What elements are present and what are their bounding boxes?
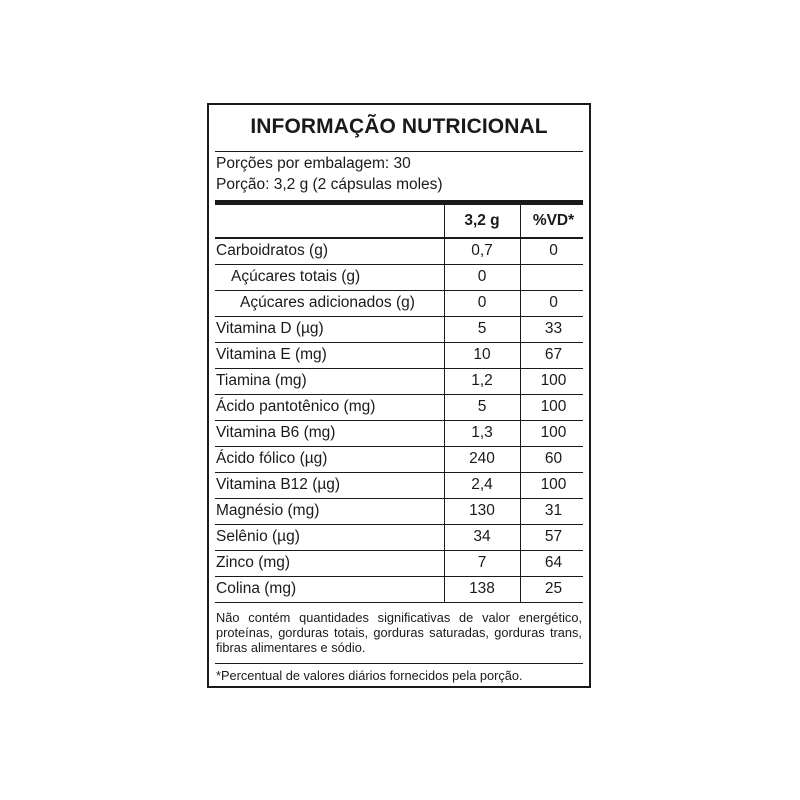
nutrient-daily-value: 25 (544, 580, 563, 597)
table-row (215, 525, 583, 551)
nutrient-daily-value: 100 (540, 424, 567, 441)
table-row (215, 369, 583, 395)
nutrient-name: Açúcares totais (g) (231, 268, 361, 285)
nutrient-amount: 7 (477, 554, 487, 571)
nutrient-name: Selênio (µg) (216, 528, 300, 545)
nutrition-label (207, 103, 591, 688)
nutrient-daily-value: 31 (544, 502, 563, 519)
nutrient-name: Colina (mg) (216, 580, 297, 597)
nutrient-daily-value: 67 (544, 346, 563, 363)
nutrient-daily-value: 0 (549, 294, 558, 311)
nutrient-amount: 1,3 (471, 424, 493, 441)
nutrient-amount: 2,4 (471, 476, 493, 493)
title-divider (215, 151, 583, 152)
nutrient-daily-value: 100 (540, 372, 567, 389)
nutrient-name: Ácido fólico (µg) (216, 450, 328, 467)
table-row (215, 499, 583, 525)
table-row (215, 291, 583, 317)
nutrient-name: Ácido pantotênico (mg) (216, 398, 376, 415)
nutrient-daily-value: 33 (544, 320, 563, 337)
nutrient-name: Magnésio (mg) (216, 502, 320, 519)
nutrient-daily-value: 60 (544, 450, 563, 467)
nutrient-name: Vitamina E (mg) (216, 346, 327, 363)
nutrient-daily-value: 100 (540, 398, 567, 415)
table-row (215, 421, 583, 447)
serving-size: Porção: 3,2 g (2 cápsulas moles) (216, 176, 443, 193)
nutrient-amount: 130 (469, 502, 495, 519)
table-row (215, 265, 583, 291)
nutrient-name: Vitamina D (µg) (216, 320, 324, 337)
table-row (215, 395, 583, 421)
label-title: INFORMAÇÃO NUTRICIONAL (250, 115, 548, 138)
table-row (215, 343, 583, 369)
thick-divider (215, 200, 583, 205)
nutrient-amount: 10 (473, 346, 491, 363)
table-row (215, 577, 583, 603)
nutrient-name: Vitamina B6 (mg) (216, 424, 336, 441)
nutrient-amount: 34 (473, 528, 491, 545)
nutrient-amount: 138 (469, 580, 495, 597)
table-row (215, 317, 583, 343)
nutrient-amount: 240 (469, 450, 495, 467)
nutrient-daily-value: 64 (544, 554, 563, 571)
column-header-amount: 3,2 g (464, 212, 500, 229)
nutrient-daily-value: 0 (549, 242, 558, 259)
nutrient-amount: 0 (477, 268, 487, 285)
table-row (215, 551, 583, 577)
nutrition-note: Não contém quantidades significativas de valor energético, proteínas, gorduras totais, gorduras saturadas, gorduras trans, fibras alimentares e sódio. (216, 610, 582, 655)
table-row (215, 473, 583, 499)
table-row (215, 447, 583, 473)
nutrient-name: Açúcares adicionados (g) (240, 294, 415, 311)
nutrient-name: Tiamina (mg) (216, 372, 307, 389)
nutrient-amount: 5 (477, 320, 487, 337)
note-divider (215, 663, 583, 664)
nutrient-daily-value: 100 (540, 476, 567, 493)
nutrient-amount: 0 (477, 294, 487, 311)
nutrient-name: Carboidratos (g) (216, 242, 328, 259)
nutrient-daily-value: 57 (544, 528, 563, 545)
column-header-dv: %VD* (532, 212, 575, 229)
nutrient-amount: 0,7 (471, 242, 493, 259)
table-row (215, 239, 583, 265)
nutrient-amount: 5 (477, 398, 487, 415)
nutrient-name: Vitamina B12 (µg) (216, 476, 341, 493)
nutrient-name: Zinco (mg) (216, 554, 291, 571)
servings-per-package: Porções por embalagem: 30 (216, 155, 411, 172)
footnote: *Percentual de valores diários fornecidos pela porção. (216, 668, 523, 683)
nutrient-amount: 1,2 (471, 372, 493, 389)
